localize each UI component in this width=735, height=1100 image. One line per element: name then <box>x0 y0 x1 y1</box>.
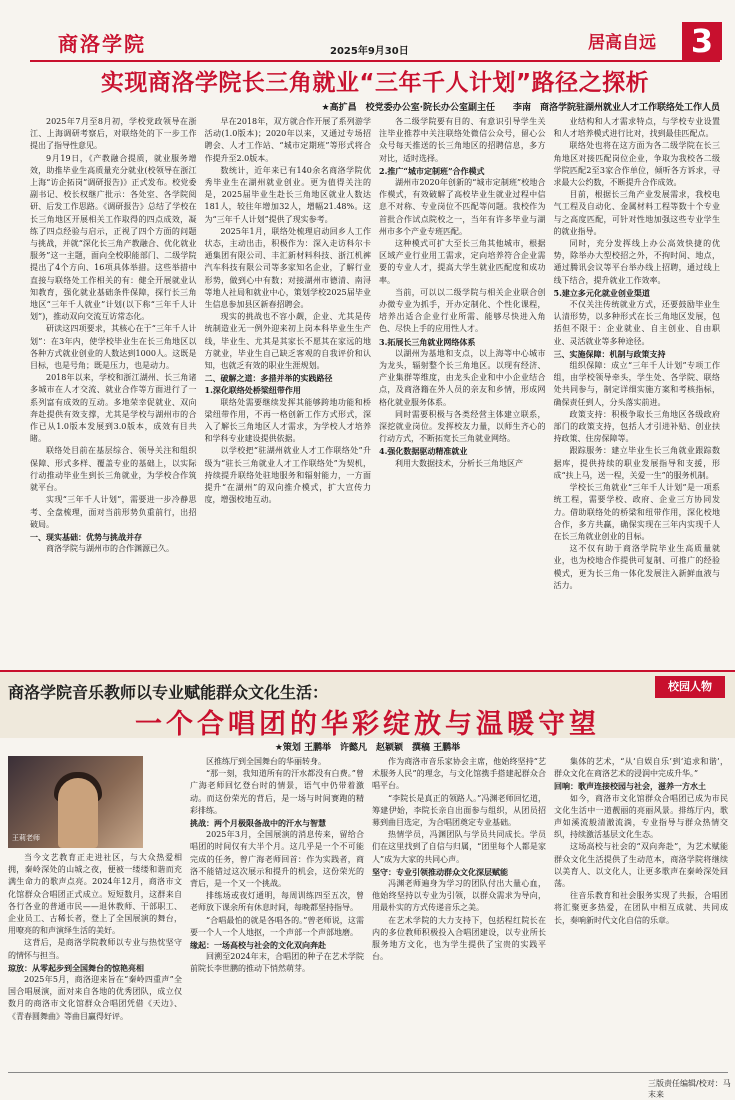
paragraph: 以学校把“驻湖州就业人才工作联络处”升级为“驻长三角就业人才工作联络处”为契机，持续提升联络处驻地服务和辐射能力，一方面提升“在湖州”的双向推介模式，扩大宣传力度，增强校地互动。 <box>204 446 371 505</box>
masthead <box>0 0 735 60</box>
page-number: 3 <box>682 22 722 60</box>
conductor-photo <box>8 756 143 848</box>
paragraph: 以湖州为基地和支点，以上海等中心城市为龙头，辐射整个长三角地区。以现有经济、产业集群等维度，由龙头企业和中小企业结合点，及商洛籍在外人员的亲友和乡情，形成网格化就业服务体系。 <box>379 348 546 407</box>
article2-kicker: 商洛学院音乐教师以专业赋能群众文化生活： <box>8 683 329 702</box>
subheading: 1.深化联络处桥梁纽带作用 <box>204 385 301 396</box>
subheading: 琼放：从零起步到全国舞台的惊艳亮相 <box>8 962 144 973</box>
paragraph: 区推练厅到全国舞台的华丽转身。 <box>206 757 326 766</box>
paragraph: 利用大数据技术，分析长三角地区产 <box>395 458 523 468</box>
article2-column-2 <box>190 756 364 1066</box>
subheading: 一、现实基础：优势与挑战并存 <box>30 531 142 542</box>
footer-divider <box>8 1072 728 1073</box>
paragraph: 联络处需要继续发挥其能够跨地功能和桥梁纽带作用，不再一格创新工作方式形式，深入了解长三角地区人才需求，为学校人才培养和学科专业建设提供依据。 <box>204 397 371 444</box>
paragraph: 往音乐教育和社会服务实现了共振，合唱团将汇聚更多热爱，在团队中相互成就、共同成长，奏响新时代文化自信的乐章。 <box>554 891 728 925</box>
subheading: 坚守：专业引领推动群众文化深层赋能 <box>372 866 508 877</box>
article2-headline: 一个合唱团的华彩绽放与温暖守望 <box>135 709 600 740</box>
paragraph: 数统计，近年来已有140余名商洛学院优秀毕业生在湖州就业创业。更为值得关注的是，2025届毕业生赴长三角地区就业人数达181人，较往年增加32人，增幅21.48%。这为“三年千人计划”提供了现实参考。 <box>204 165 371 224</box>
paragraph: 不仅关注传统就业方式，还要鼓励毕业生认清形势，以多种形式在长三角地区发展，包括但不限于：企业就业、自主创业、自由职业、灵活就业等多种途径。 <box>553 300 720 346</box>
article2-byline: ★策划 王鹏举 许懿凡 赵颖颖 撰稿 王鹏举 <box>274 743 461 753</box>
subheading: 缘起：一场高校与社会的文化双向奔赴 <box>190 940 326 951</box>
paragraph: 2025年1月，联络处梳理启动回乡人工作状态，主动出击，积极作为：深入走访科尔卡通集团有限公司、丰汇新材料科技、浙江机裤汽车科技有限公司等多家知名企业，了解行业形势，做到心中有数；对接湖州市德清、南浔等地人社局和就业中心，策划学校2025届毕业生信息参加县区新春招聘会。 <box>204 226 371 310</box>
issue-date: 2025年9月30日 <box>330 46 409 57</box>
paragraph: 如今，商洛市文化馆群众合唱团已成为市民文化生活中一道靓丽的亮丽风景。排练厅内，歌声如溪流般清澈流淌，专业指导与群众热情交织，持续激活基层文化生态。 <box>554 793 728 840</box>
article2-body <box>8 756 728 1066</box>
paragraph: 热情学员，冯渊团队与学员共同成长。学员们在这里找到了自信与归属，“团里每个人都是家人”成为大家的共同心声。 <box>372 830 546 864</box>
subheading: 4.强化数据驱动精准就业 <box>379 446 468 457</box>
subheading: 二、破解之道：多措并举的实践路径 <box>204 373 333 384</box>
photo-caption: 王莉老师 <box>12 833 40 842</box>
page-section-title: 居高自远 <box>588 33 656 53</box>
paragraph: 早在2018年，双方就合作开展了系列游学活动(1.0版本)；2020年以来，又通过专场招聘会、人才工作站、“城市定期班”等形式将合作提升至2.0版本。 <box>204 117 371 163</box>
paragraph: 作为商洛市音乐家协会主席，他始终坚持“艺术服务人民”的理念，与文化馆携手搭建起群众合唱平台。 <box>372 757 546 791</box>
paragraph: 各二级学院要有目的、有意识引导学生关注毕业推荐中关注联络处微信公众号，留心公众号每天推送的长三角地区的招聘信息，多方对比，适时选择。 <box>379 117 546 163</box>
paragraph: “李院长是真正的领路人。”冯渊老师回忆道，筹建伊始，李院长亲自出面参与组织，从团员招募到曲目选定，为合唱团奠定专业基础。 <box>372 793 546 828</box>
paragraph: 目前，根据长三角产业发展需求，我校电气工程及自动化、金属材料工程等数十个专业与之高度匹配，可针对性地加强这些专业学生的就业指导。 <box>553 190 720 236</box>
paragraph: 回溯至2024年末，合唱团的种子在艺术学院前院长李世鹏的推动下悄然萌芽。 <box>190 952 364 974</box>
article1-column-4 <box>554 116 721 670</box>
paragraph: 这不仅有助于商洛学院毕业生高质量就业，也为校地合作提供可复制、可推广的经验模式，更为长三角一体化发展注入新鲜血液与活力。 <box>553 544 720 590</box>
subheading: 3.拓展长三角就业网络体系 <box>379 336 476 347</box>
paragraph: 9月19日，《产教融合提质，就业服务增效，助推毕业生高质量充分就业(校领导在浙江上海“访企拓岗”调研报告)》正式发布。校党委副书记、校长权继广批示：各处室、各学院阅研、后发工作思路。《调研报告》总结了学校在长三角地区开展相关工作取得的四点成效，凝练了四点经验与启示，正视了四个方面的问题与挑战，并就“深化长三角产教融合、优化就业服务”这一主题，面向全校职能部门、二级学院提出了4个方向、16项具体举措。这些举措中直接与联络处工作相关的有：健全开展就业认知教育，强化就业基础条件保障，探行长三角地区“三年千人就业”计划(以下称“三年千人计划”)，推动双向交流互访常态化。 <box>30 153 197 322</box>
paragraph: “合唱最怕的就是各唱各的。”曾老师说，这需要一个人一个人地抠，一个声部一个声部地磨。 <box>190 915 364 937</box>
paragraph: 联络处也将在这方面为各二级学院在长三角地区对接匹配岗位企业，争取为我校各二级学院匹配2至3家合作单位，倾听各方诉求，寻求最大公约数，不断提升合作成效。 <box>553 141 720 188</box>
paragraph: 同时需要积极与各类经营主体建立联系，深挖就业岗位。发挥校友力量，以师生齐心的行动方式，不断拓宽长三角就业网络。 <box>379 409 546 444</box>
article1-column-1 <box>30 116 197 670</box>
masthead-divider <box>30 60 720 62</box>
article2-column-3 <box>372 756 546 1066</box>
paragraph: 现实的挑战也不容小觑，企业、尤其是传统制造业无一例外迎来初上岗本科毕业生生产线，毕业生、尤其是其家长不愿其在家远的地方就业，毕业生自己缺乏客观的自我评价和认知，也就乏有效的职业生涯规划。 <box>204 312 371 371</box>
article1-body <box>30 116 720 670</box>
paragraph: 这种模式可扩大至长三角其他城市，根据区域产业行业用工需求，定向培养符合企业需要的专业人才，提高大学生就业匹配度和成功率。 <box>379 239 546 285</box>
article1-column-2 <box>205 116 372 670</box>
paragraph: 同时，充分发挥线上办公高效快捷的优势，除举办大型校招之外，不拘时间、地点，通过腾讯会议等平台举办线上招聘，通过线上线下结合，提升就业工作效率。 <box>553 239 720 285</box>
paragraph: 当前，可以以二级学院与相关企业联合创办微专业为抓手，开办定制化、个性化课程，培养出适合企业行业所需、能够尽快进入角色、尽快上手的应用性人才。 <box>379 287 546 334</box>
paragraph: 当今文艺教育正走进社区，与大众热爱相拥，秦岭深处的山城之夜，便被一缕缕和谐而充满生命力的歌声点亮。2024年12月，商洛市文化馆群众合唱团正式成立。短短数月，这群来自各行各业的普通市民——退休教师、干部职工、企业员工、古稀长者，登上了全国展演的舞台，用嘹亮的和声演绎生活的美好。 <box>8 853 182 936</box>
article2-column-1 <box>8 756 182 1066</box>
paragraph: “那一刻，我知道所有的汗水都没有白费。”曾广海老师回忆登台时的情景，语气中仍带着激动。而这份荣光的背后，是一场与时间赛跑的精彩排练。 <box>190 769 364 815</box>
paragraph: 排练场或夜灯通明，每周训练四至五次，曾老师放下课余所有休息时间，每晚都坚持指导。 <box>190 891 364 913</box>
paragraph: 在艺术学院的大力支持下，包括程红院长在内的多位教师积极投入合唱团建设，以专业所长服务地方文化，也为学生提供了宝贵的实践平台。 <box>372 915 546 962</box>
paragraph: 2025年3月，全国展演的消息传来，留给合唱团的时间仅有大半个月。这几乎是一个不可能完成的任务，曾广海老师回首：作为实践者，商洛不能错过这次展示和提升的机会，这份荣光的背后，是一个又一个挑战。 <box>190 830 364 889</box>
paragraph: 学校长三角就业“三年千人计划”是一项系统工程，需要学校、政府、企业三方协同发力。借助联络处的桥梁和纽带作用，深化校地合作，多方共赢，确保实现在三年内实现千人在长三角就业创业的目标。 <box>553 483 720 541</box>
paragraph: 组织保障：成立“三年千人计划”专项工作组，由学校领导牵头，学生处、各学院、联络处共同参与，制定详细实施方案和考核指标，确保责任到人，分头落实前进。 <box>553 361 720 407</box>
paragraph: 实现“三年千人计划”，需要进一步冷静思考、全盘梳理，面对当前形势负重前行，出招破局。 <box>30 495 197 529</box>
article1-byline: ★高扩昌 校党委办公室·院长办公室副主任 李南 商洛学院驻湖州就业人才工作联络处工作人员 <box>321 103 720 113</box>
paragraph: 2025年5月，商洛迎来旨在“秦岭四重声”全国合唱展演，面对来自各地的优秀团队，成立仅数月的商洛市文化馆群众合唱团凭借《天边》、《青春圆舞曲》等曲目赢得好评。 <box>8 975 182 1021</box>
article1-column-3 <box>379 116 546 670</box>
subheading: 2.推广“城市定制班”合作模式 <box>379 165 485 176</box>
subheading: 回响：歌声连接校园与社会，滋养一方水土 <box>554 781 706 792</box>
paragraph: 业结构和人才需求特点，与学校专业设置和人才培养模式进行比对，找到最佳匹配点。 <box>553 117 720 139</box>
paragraph: 集体的艺术，“从‘自娱自乐’到‘追求和谐’，群众文化在商洛艺术的浸润中完成升华。” <box>554 757 728 779</box>
footer-editor: 三版责任编辑/校对：马末来 <box>648 1079 731 1099</box>
column-badge: 校园人物 <box>655 676 725 698</box>
paragraph: 2018年以来，学校和浙江湖州、长三角诸多城市在人才交流、就业合作等方面进行了一系列富有成效的互动。多地荣幸促就业、双向奔赴提供有效支撑，尤其是学校与湖州市的合作已从1.0版本发展到3.0版本，成效有目共睹。 <box>30 373 197 444</box>
paragraph: 政策支持：积极争取长三角地区各级政府部门的政策支持，包括人才引进补贴、创业扶持政策、住房保障等。 <box>553 409 720 444</box>
paragraph: 2025年7月至8月初，学校党政领导在浙江、上海调研考察后，对联络处的下一步工作提出了指导性意见。 <box>30 117 197 151</box>
paragraph: 这背后，是商洛学院教师以专业与热忱坚守的情怀与担当。 <box>8 938 182 960</box>
paragraph: 冯渊老师遍身为学习的团队付出大量心血，他始终坚持以专业为引领，以群众需求为导向，用最朴实的方式传递音乐之美。 <box>372 879 546 913</box>
paragraph: 跟踪服务：建立毕业生长三角就业跟踪数据库，提供持续的职业发展指导和支援，形成“扶上马，送一程，关爱一生”的服务机制。 <box>553 446 720 480</box>
article1-headline: 实现商洛学院长三角就业“三年千人计划”路径之探析 <box>100 70 650 96</box>
newspaper-logo: 商洛学院 <box>58 32 146 56</box>
subheading: 挑战：两个月极限备战中的汗水与智慧 <box>190 818 326 829</box>
article2-column-4 <box>554 756 728 1066</box>
paragraph: 研读这四项要求，其核心在于“三年千人计划”：在3年内，使学校毕业生在长三角地区以各种方式就业创业的人数达到1000人。这既是目标，也是号角；既是压力，也是动力。 <box>30 324 197 371</box>
subheading: 三、实施保障：机制与政策支持 <box>553 348 666 359</box>
paragraph: 联络处目前在基层综合、领导关注和组织保障、形式多样、覆盖专业的基础上，以实际行动推动毕业生到长三角就业，为学校合作筑就平台。 <box>30 446 197 493</box>
subheading: 5.建立多元化就业创业渠道 <box>553 287 650 298</box>
paragraph: 这场高校与社会的“双向奔赴”，为艺术赋能群众文化生活提供了生动范本，商洛学院将继续以美育人、以文化人，让更多歌声在秦岭深处回荡。 <box>554 842 728 889</box>
paragraph: 商洛学院与湖州市的合作渊源已久。 <box>46 544 174 554</box>
paragraph: 湖州市2020年创新的“城市定制班”校地合作模式，有效破解了高校毕业生就业过程中信息不对称、专业岗位不匹配等问题。我校作为首批合作试点院校之一，当年有许多毕业与湖州市多个产业专班匹配。 <box>379 178 546 236</box>
